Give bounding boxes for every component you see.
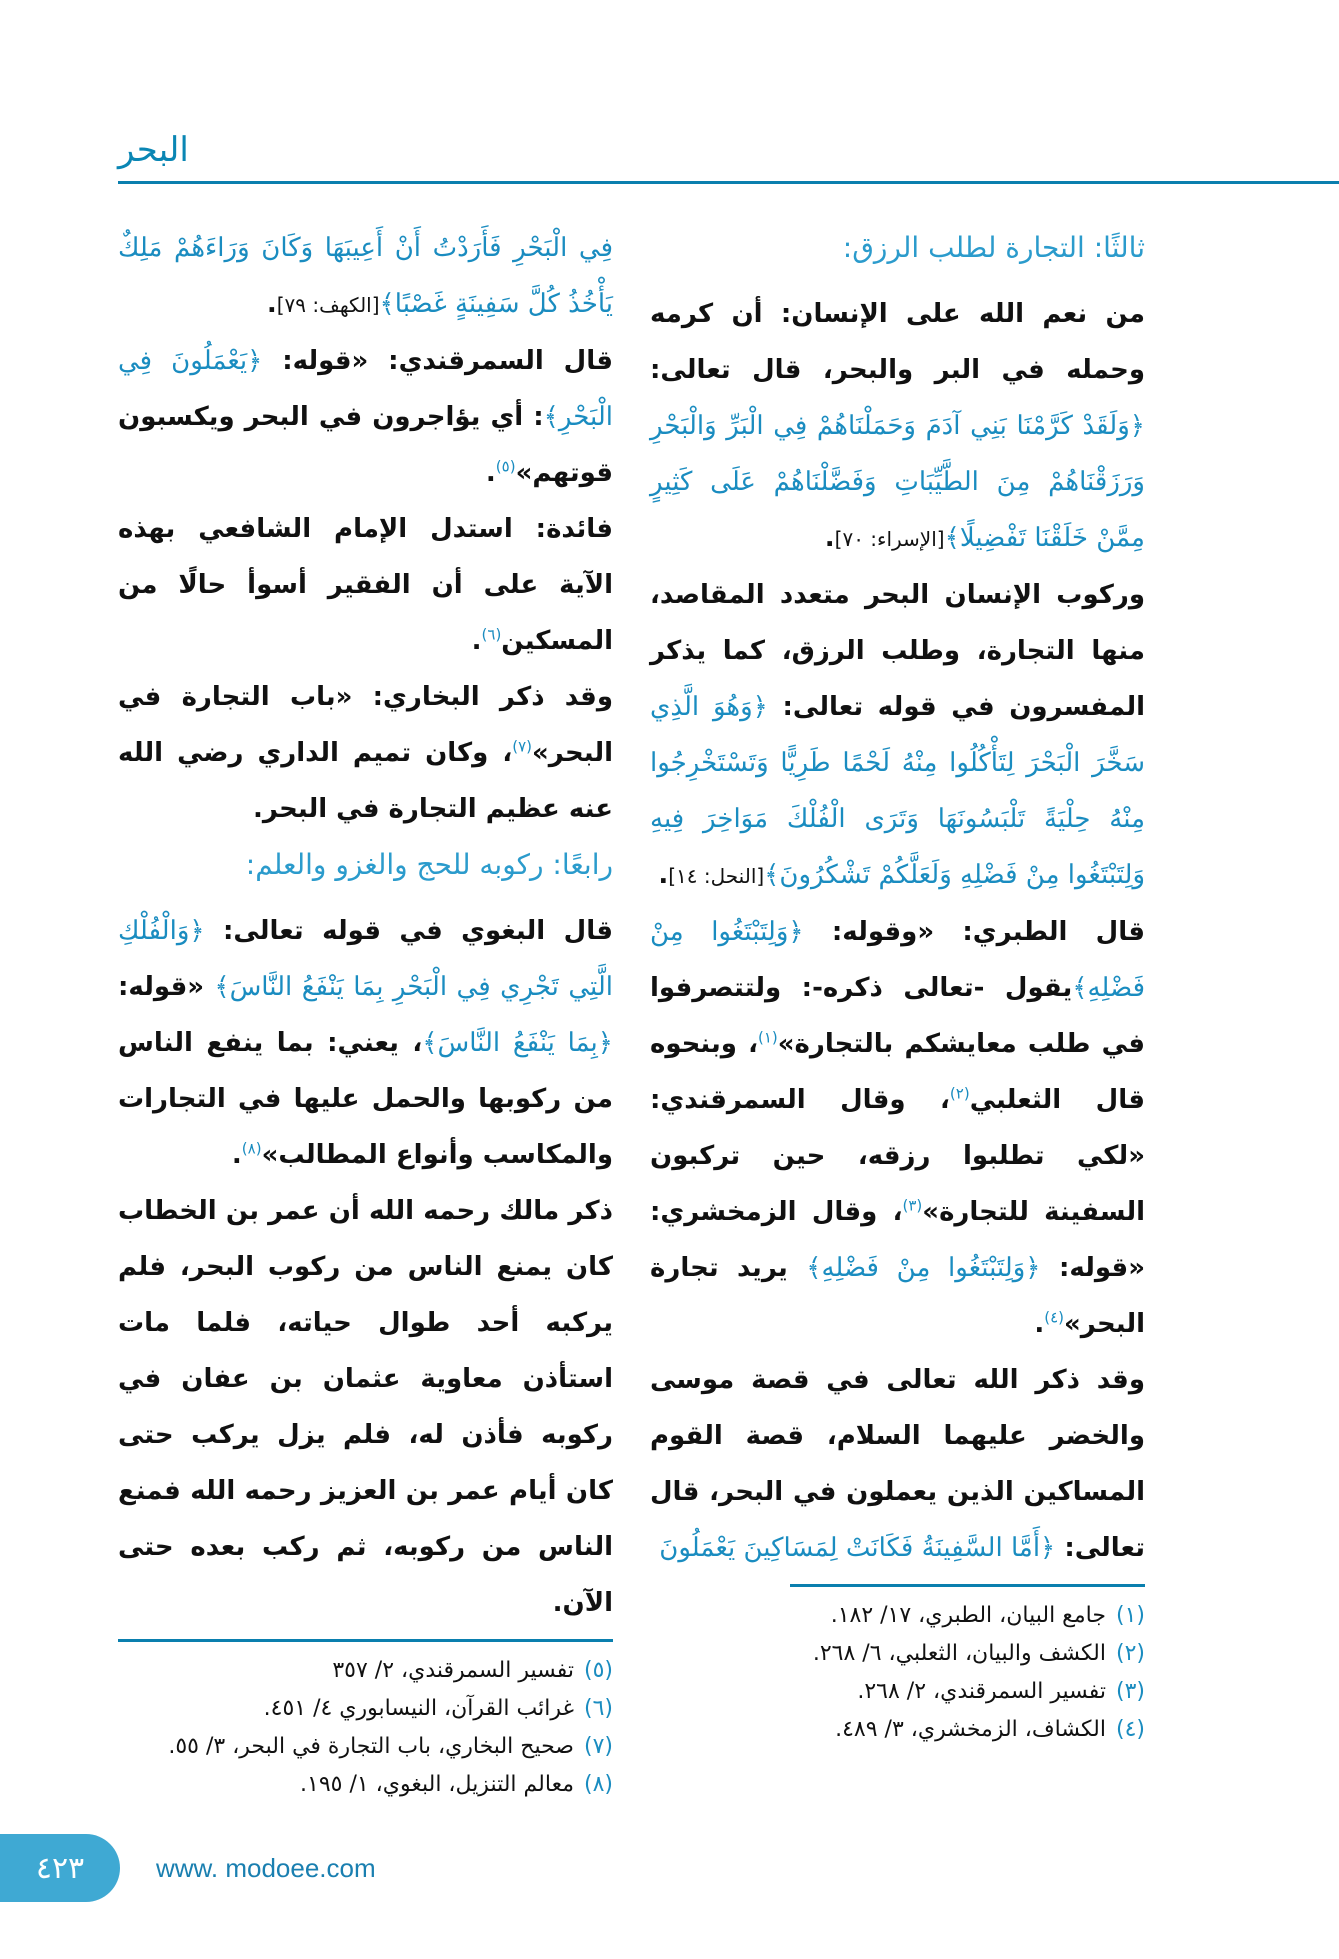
footnote-text: جامع البيان، الطبري، ١٧/ ١٨٢. [830, 1603, 1106, 1628]
footnote-marker: (٧) [512, 737, 532, 756]
footnote [650, 1635, 1145, 1673]
text-segment: من نعم الله على الإنسان: أن كرمه وحمله في البر والبحر، قال تعالى: [650, 299, 1145, 385]
paragraph [650, 904, 1145, 1352]
footnote-number: (٧) [583, 1734, 613, 1759]
section-heading [118, 837, 613, 893]
section-heading [650, 220, 1145, 276]
paragraph [118, 903, 613, 1183]
quran-verse: ﴿أَمَّا السَّفِينَةُ فَكَانَتْ لِمَسَاكِينَ يَعْمَلُونَ [659, 1533, 1056, 1563]
paragraph [118, 669, 613, 837]
paragraph [650, 567, 1145, 904]
footnote-marker: (١) [757, 1028, 778, 1047]
text-segment: ، وقال الزمخشري: «قوله: [650, 1197, 1145, 1283]
verse-reference: [الإسراء: ٧٠] [834, 527, 945, 551]
left-column-wrapper [118, 220, 613, 1804]
text-segment: رابعًا: ركوبه للحج والغزو والعلم: [245, 848, 613, 881]
text-segment: : أي يؤاجرون في البحر ويكسبون قوتهم» [118, 402, 613, 488]
footnote [118, 1728, 613, 1766]
paragraph [650, 286, 1145, 567]
footnote-marker: (٢) [949, 1084, 970, 1103]
footnote-number: (٢) [1115, 1641, 1145, 1666]
paragraph [118, 220, 613, 333]
text-segment: ، وكان تميم الداري رضي الله عنه عظيم التجارة في البحر. [118, 738, 613, 824]
footnote-text: معالم التنزيل، البغوي، ١/ ١٩٥. [300, 1772, 574, 1797]
text-segment: . [1034, 1309, 1045, 1339]
footnote-text: صحيح البخاري، باب التجارة في البحر، ٣/ ٥٥. [168, 1734, 574, 1759]
footnote [118, 1652, 613, 1690]
quran-verse: فِي الْبَحْرِ فَأَرَدْتُ أَنْ أَعِيبَهَا وَكَانَ وَرَاءَهُمْ مَلِكٌ يَأْخُذُ كُلَّ سَفِينَةٍ غَصْبًا﴾ [118, 233, 613, 319]
footnote-text: تفسير السمرقندي، ٢/ ٢٦٨. [857, 1679, 1106, 1704]
text-segment: ، يعني: بما ينفع الناس من ركوبها والحمل عليها في التجارات والمكاسب وأنواع المطالب» [118, 1028, 613, 1170]
footnote [650, 1673, 1145, 1711]
footnote-separator-right [790, 1584, 1145, 1587]
footnote-marker: (٤) [1044, 1308, 1064, 1327]
text-segment: . [231, 1140, 242, 1170]
running-title: البحر [118, 130, 189, 170]
footnote-marker: (٥) [495, 457, 516, 476]
footnotes-right [650, 1597, 1145, 1749]
footnote-number: (٦) [583, 1696, 613, 1721]
quran-verse: ﴿وَالْفُلْكِ الَّتِي تَجْرِي فِي الْبَحْرِ بِمَا يَنْفَعُ النَّاسَ﴾ [118, 916, 613, 1002]
page-footer [0, 1804, 1339, 1959]
text-segment: ذكر مالك رحمه الله أن عمر بن الخطاب كان يمنع الناس من ركوب البحر، فلم يركبه أحد طوال حياته، فلما مات استأذن معاوية عثمان بن عفان في ركوبه فأذن له، فلم يزل يركب حتى كان أيام عمر بن العزيز رحمه الله فمنع الناس من ركوبه، ثم ركب بعده حتى الآن. [118, 1196, 613, 1618]
quran-verse: ﴿وَلِتَبْتَغُوا مِنْ فَضْلِهِ﴾ [806, 1253, 1041, 1283]
text-segment: ثالثًا: التجارة لطلب الرزق: [842, 231, 1145, 264]
text-segment: . [266, 289, 277, 319]
text-segment: وقد ذكر الله تعالى في قصة موسى والخضر عليهما السلام، قصة القوم المساكين الذين يعملون في البحر، قال تعالى: [650, 1365, 1145, 1563]
footnote [118, 1690, 613, 1728]
text-segment: فائدة: استدل الإمام الشافعي بهذه الآية على أن الفقير أسوأ حالًا من المسكين [118, 514, 613, 656]
text-segment: قال السمرقندي: «قوله: [262, 346, 614, 376]
paragraph [650, 1352, 1145, 1576]
footnote-marker: (٨) [241, 1139, 262, 1158]
text-segment: وقد ذكر البخاري: «باب التجارة في البحر» [118, 682, 613, 768]
right-column [650, 220, 1145, 1576]
quran-verse: ﴿وَلِتَبْتَغُوا مِنْ فَضْلِهِ﴾ [650, 917, 1145, 1003]
text-segment: . [824, 523, 835, 553]
verse-reference: [النحل: ١٤] [668, 864, 765, 888]
text-segment: ، وبنحوه قال الثعلبي [650, 1029, 1145, 1115]
quran-verse: ﴿وَهُوَ الَّذِي سَخَّرَ الْبَحْرَ لِتَأْكُلُوا مِنْهُ لَحْمًا طَرِيًّا وَتَسْتَخْرِجُوا مِنْهُ حِلْيَةً تَلْبَسُونَهَا وَتَرَى الْفُلْكَ مَوَاخِرَ فِيهِ وَلِتَبْتَغُوا مِنْ فَضْلِهِ وَلَعَلَّكُمْ تَشْكُرُونَ﴾ [650, 692, 1145, 890]
text-segment: قال البغوي في قوله تعالى: [204, 916, 613, 946]
footnotes-left [118, 1652, 613, 1804]
footnote-number: (٨) [583, 1772, 613, 1797]
text-segment: . [658, 860, 669, 890]
website-url: www. modoee.com [156, 1853, 376, 1883]
text-segment: «قوله: [118, 972, 215, 1002]
footnote-text: تفسير السمرقندي، ٢/ ٣٥٧ [332, 1658, 574, 1683]
footnote [650, 1711, 1145, 1749]
quran-verse: ﴿وَلَقَدْ كَرَّمْنَا بَنِي آدَمَ وَحَمَلْنَاهُمْ فِي الْبَرِّ وَالْبَحْرِ وَرَزَقْنَاهُمْ مِنَ الطَّيِّبَاتِ وَفَضَّلْنَاهُمْ عَلَى كَثِيرٍ مِمَّنْ خَلَقْنَا تَفْضِيلًا﴾ [650, 411, 1145, 553]
footnote-number: (٤) [1115, 1717, 1145, 1742]
paragraph [118, 333, 613, 501]
text-segment: يريد تجارة البحر» [650, 1253, 1145, 1339]
text-segment: . [471, 626, 482, 656]
footnote [118, 1766, 613, 1804]
verse-reference: [الكهف: ٧٩] [276, 293, 380, 317]
footnote-text: غرائب القرآن، النيسابوري ٤/ ٤٥١. [263, 1696, 574, 1721]
right-column-wrapper [650, 220, 1145, 1749]
left-column [118, 220, 613, 1631]
text-segment: قال الطبري: «وقوله: [803, 917, 1145, 947]
header-rule [118, 181, 1339, 184]
footnote-text: الكشاف، الزمخشري، ٣/ ٤٨٩. [835, 1717, 1106, 1742]
footnote-marker: (٦) [481, 625, 502, 644]
paragraph [118, 1183, 613, 1631]
footnote [650, 1597, 1145, 1635]
text-segment: يقول -تعالى ذكره-: ولتتصرفوا في طلب معايشكم بالتجارة» [650, 973, 1146, 1059]
text-segment: وركوب الإنسان البحر متعدد المقاصد، منها التجارة، وطلب الرزق، كما يذكر المفسرون في قوله تعالى: [650, 580, 1146, 722]
quran-verse: ﴿يَعْمَلُونَ فِي الْبَحْرِ﴾ [118, 346, 613, 432]
footnote-separator-left [118, 1639, 613, 1642]
footnote-text: الكشف والبيان، الثعلبي، ٦/ ٢٦٨. [812, 1641, 1106, 1666]
footnote-number: (٣) [1115, 1679, 1145, 1704]
footnote-number: (١) [1115, 1603, 1145, 1628]
footnote-marker: (٣) [902, 1196, 923, 1215]
columns [0, 220, 1339, 1804]
footnote-number: (٥) [583, 1658, 613, 1683]
text-segment: . [485, 458, 496, 488]
quran-verse: ﴿بِمَا يَنْفَعُ النَّاسَ﴾ [422, 1028, 613, 1058]
text-segment: ، وقال السمرقندي: «لكي تطلبوا رزقه، حين تركبون السفينة للتجارة» [650, 1085, 1146, 1227]
page-number-badge: ٤٢٣ [0, 1834, 120, 1902]
page-header [0, 0, 1339, 220]
paragraph [118, 501, 613, 669]
